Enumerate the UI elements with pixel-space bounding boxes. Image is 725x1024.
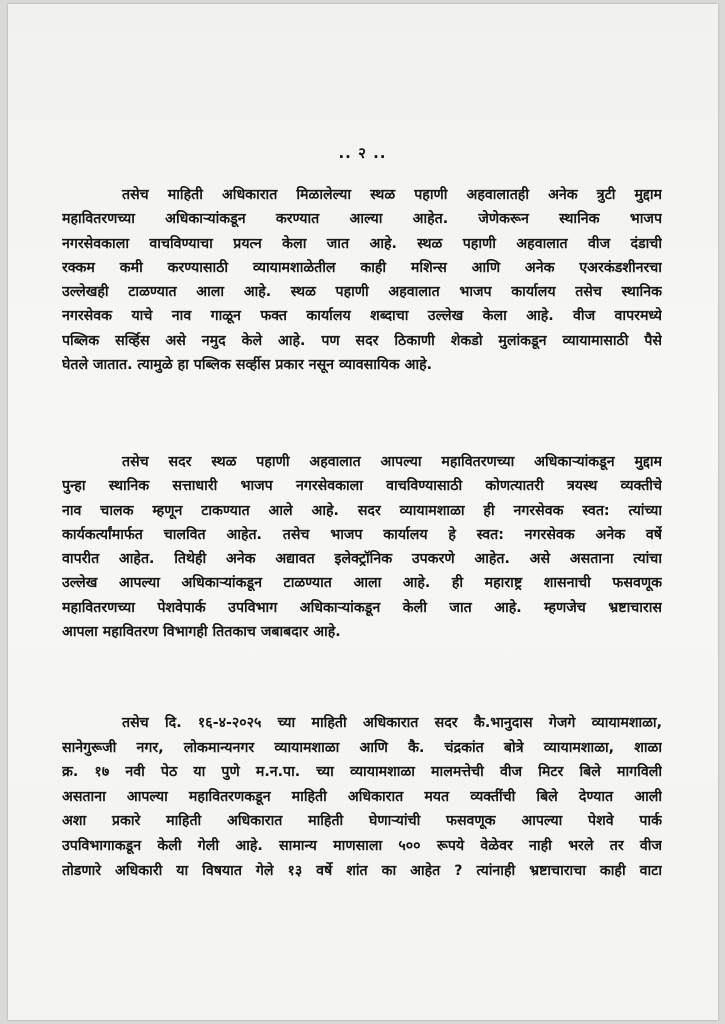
- paragraph-line: पब्लिक सर्व्हिस असे नमुद केले आहे. पण सदर ठिकाणी शेकडो मुलांकडून व्यायामासाठी पैसे: [62, 332, 662, 349]
- paragraph-line: उपविभागाकडून केली गेली आहे. सामान्य माणसाला ५०० रूपये वेळेवर नाही भरले तर वीज: [62, 837, 662, 854]
- paragraph-line: क्र. १७ नवी पेठ या पुणे म.न.पा. च्या व्यायामशाळा मालमत्तेची वीज मिटर बिले मागविली: [62, 764, 662, 781]
- paragraph-line: उल्लेख आपल्या अधिकाऱ्यांकडून टाळण्यात आला आहे. ही महाराष्ट्र शासनाची फसवणूक: [62, 575, 662, 592]
- paragraph-line: नगरसेवक याचे नाव गाळून फक्त कार्यालय शब्दाचा उल्लेख केला आहे. वीज वापरमध्ये: [62, 308, 662, 325]
- paragraph-line: कार्यकर्त्यांमार्फत चालवित आहेत. तसेच भाजप कार्यालय हे स्वत: नगरसेवक अनेक वर्षे: [62, 526, 662, 543]
- page-number: .. २ ..: [338, 144, 387, 162]
- paragraph-line: तसेच सदर स्थळ पहाणी अहवालात आपल्या महावितरणच्या अधिकाऱ्यांकडून मुद्दाम: [122, 454, 662, 470]
- paragraph-line: तसेच दि. १६-४-२०२५ च्या माहिती अधिकारात सदर कै.भानुदास गेजगे व्यायामशाळा,: [122, 715, 662, 731]
- paragraph-line: असताना आपल्या महावितरणकडून माहिती अधिकारात मयत व्यक्तींची बिले देण्यात आली: [62, 788, 662, 805]
- paragraph-2: [62, 450, 662, 644]
- paragraph-3: [62, 711, 662, 883]
- paragraph-line: पुन्हा स्थानिक सत्ताधारी भाजप नगरसेवकाला वाचविण्यासाठी कोणत्यातरी त्रयस्थ व्यक्तीचे: [62, 478, 662, 495]
- paragraph-line: सानेगुरूजी नगर, लोकमान्यनगर व्यायामशाळा आणि कै. चंद्रकांत बोत्रे व्यायामशाळा, शाळा: [62, 739, 662, 756]
- paragraph-line: अशा प्रकारे माहिती अधिकारात माहिती घेणाऱ्यांची फसवणूक आपल्या पेशवे पार्क: [62, 813, 662, 830]
- paragraph-line: नगरसेवकाला वाचविण्याचा प्रयत्न केला जात आहे. स्थळ पहाणी अहवालात वीज दंडाची: [62, 235, 662, 252]
- paragraph-line: रक्कम कमी करण्यासाठी व्यायामशाळेतील काही मशिन्स आणि अनेक एअरकंडशीनरचा: [62, 259, 662, 276]
- paragraph-line: तोडणारे अधिकारी या विषयात गेले १३ वर्षे शांत का आहेत ? त्यांनाही भ्रष्टाचाराचा काही वाटा: [62, 862, 662, 879]
- paragraph-line: उल्लेखही टाळण्यात आला आहे. स्थळ पहाणी अहवालात भाजप कार्यालय तसेच स्थानिक: [62, 284, 662, 301]
- paragraph-1: [62, 183, 662, 377]
- paragraph-line: महावितरणच्या अधिकाऱ्यांकडून करण्यात आल्या आहेत. जेणेकरून स्थानिक भाजप: [62, 211, 662, 228]
- paragraph-line: आपला महावितरण विभागही तितकाच जबाबदार आहे.: [62, 624, 341, 641]
- paragraph-line: महावितरणच्या पेशवेपार्क उपविभाग अधिकाऱ्यांकडून केली जात आहे. म्हणजेच भ्रष्टाचारास: [62, 599, 662, 616]
- paragraph-line: नाव चालक म्हणून टाकण्यात आले आहे. सदर व्यायामशाळा ही नगरसेवक स्वत: त्यांच्या: [62, 502, 662, 519]
- paragraph-line: तसेच माहिती अधिकारात मिळालेल्या स्थळ पहाणी अहवालातही अनेक त्रुटी मुद्दाम: [122, 187, 662, 203]
- paragraph-line: वापरीत आहेत. तिथेही अनेक अद्यावत इलेक्ट्रॉनिक उपकरणे आहेत. असे असताना त्यांचा: [62, 551, 662, 568]
- paragraph-line: घेतले जातात. त्यामुळे हा पब्लिक सर्व्हीस प्रकार नसून व्यावसायिक आहे.: [62, 357, 433, 374]
